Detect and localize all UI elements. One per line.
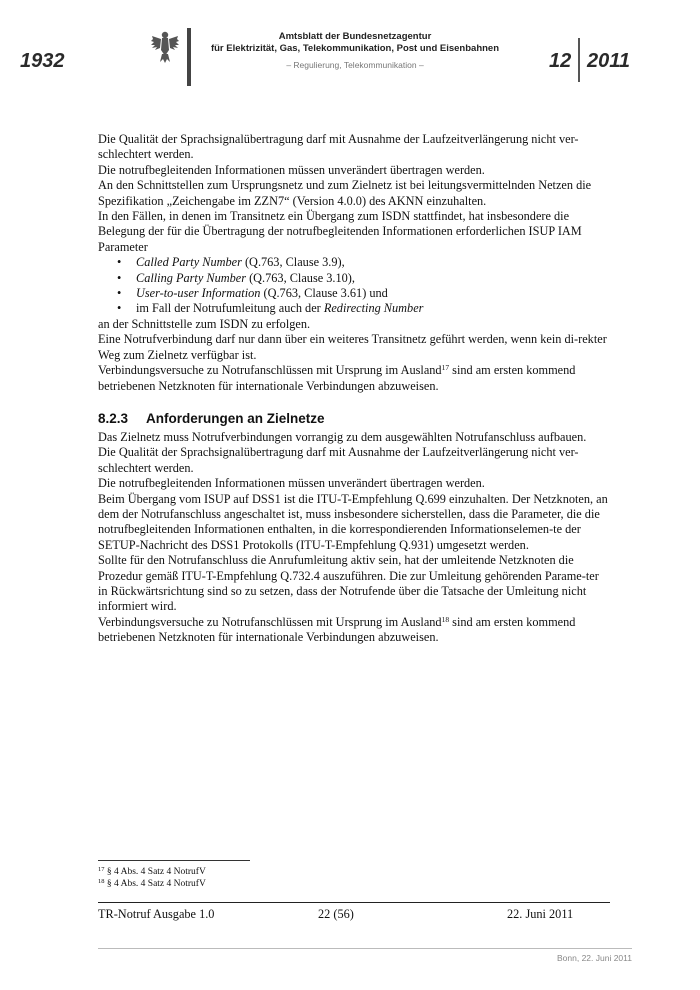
list-item: [117, 301, 610, 316]
paragraph: Die Qualität der Sprachsignalübertragung darf mit Ausnahme der Laufzeitverlängerung nicht ver-schlechtert werden.: [98, 132, 579, 162]
footnote-number: 18: [98, 878, 105, 885]
paragraph: In den Fällen, in denen im Transitnetz ein Übergang zum ISDN stattfindet, hat insbesondere die Belegung der für die Übertragung der notrufbegleitenden Informationen erforderlichen ISUP IAM Parameter: [98, 209, 582, 254]
footer-date: 22. Juni 2011: [507, 907, 574, 921]
paragraph: Beim Übergang vom ISUP auf DSS1 ist die ITU-T-Empfehlung Q.699 einzuhalten. Der Netzknoten, an dem der Notrufanschluss angeschaltet ist, muss insbesondere sicherstellen, dass die Parameter, die die notrufbegleitenden Informationen enthalten, in die korrespondierenden Informationselemen-te der SETUP-Nachricht des DSS1 Protokolls (ITU-T-Empfehlung Q.931) umgesetzt werden.: [98, 491, 608, 552]
paragraph: Die notrufbegleitenden Informationen müssen unverändert übertragen werden.: [98, 476, 485, 491]
footnote-text: § 4 Abs. 4 Satz 4 NotrufV: [104, 879, 206, 889]
footnote-text: § 4 Abs. 4 Satz 4 NotrufV: [104, 867, 206, 877]
footnote-number: 17: [98, 866, 105, 873]
paragraph: [98, 615, 610, 646]
bullet-icon: •: [117, 255, 122, 270]
section-number: 8.2.3: [98, 410, 129, 426]
parameter-name: Called Party Number: [136, 255, 242, 270]
bullet-icon: •: [117, 286, 122, 301]
footer-document: TR-Notruf Ausgabe 1.0: [98, 907, 215, 921]
footnote-divider: [98, 860, 250, 861]
list-item: [117, 286, 610, 301]
header-subtitle: – Regulierung, Telekommunikation –: [286, 60, 424, 70]
header-title-line2: für Elektrizität, Gas, Telekommunikation, Post und Eisenbahnen: [210, 43, 500, 54]
footer-divider: [98, 902, 610, 903]
header-title-line1: Amtsblatt der Bundesnetzagentur: [278, 31, 432, 42]
bullet-icon: •: [117, 301, 122, 316]
footnote-ref[interactable]: 18: [441, 614, 450, 624]
paragraph: Sollte für den Notrufanschluss die Anrufumleitung aktiv sein, hat der umleitende Netzknoten die Prozedur gemäß ITU-T-Empfehlung Q.732.4 auszuführen. Die zur Umleitung gehörenden Parame-ter in Rückwärtsrichtung sind so zu setzen, dass der Notrufende über die Tatsache der Umleitung nicht informiert wird.: [98, 553, 599, 614]
paragraph: Die notrufbegleitenden Informationen müssen unverändert übertragen werden.: [98, 162, 485, 177]
bullet-icon: •: [117, 270, 122, 285]
footer-page: 22 (56): [318, 907, 354, 921]
paragraph-text: sind am ersten kommend betriebenen Netzknoten für internationale Verbindungen abzuweisen.: [98, 363, 576, 393]
paragraph: Das Zielnetz muss Notrufverbindungen vorrangig zu dem ausgewählten Notrufanschluss aufbauen.: [98, 429, 587, 444]
paragraph-text: sind am ersten kommend betriebenen Netzknoten für internationale Verbindungen abzuweisen.: [98, 614, 576, 645]
header-divider: [187, 28, 191, 86]
parameter-text: im Fall der Notrufumleitung auch der: [136, 301, 324, 316]
publication-place-date: Bonn, 22. Juni 2011: [557, 953, 632, 963]
section-title: Anforderungen an Zielnetze: [146, 410, 325, 426]
list-item: [117, 255, 610, 270]
parameter-list: [98, 255, 610, 317]
parameter-ref: (Q.763, Clause 3.61) und: [260, 286, 388, 301]
section-heading: [98, 410, 610, 428]
federal-eagle-icon: [150, 30, 180, 66]
document-body: [98, 132, 610, 646]
bottom-divider: [98, 948, 632, 949]
issue-number: 12: [549, 50, 572, 72]
footnote-ref[interactable]: 17: [441, 363, 450, 373]
page-number: 1932: [20, 50, 65, 72]
parameter-name: Redirecting Number: [323, 301, 424, 316]
paragraph: Die Qualität der Sprachsignalübertragung darf mit Ausnahme der Laufzeitverlängerung nicht ver-schlechtert werden.: [98, 445, 579, 475]
paragraph-text: Verbindungsversuche zu Notrufanschlüssen mit Ursprung im Ausland: [98, 614, 442, 629]
footnote: [98, 878, 206, 890]
paragraph-text: Verbindungsversuche zu Notrufanschlüssen mit Ursprung im Ausland: [98, 363, 442, 378]
paragraph: an der Schnittstelle zum ISDN zu erfolgen.: [98, 316, 311, 331]
footnote: [98, 866, 206, 878]
paragraph: Eine Notrufverbindung darf nur dann über ein weiteres Transitnetz geführt werden, wenn kein di-rekter Weg zum Zielnetz verfügbar ist.: [98, 332, 607, 362]
paragraph: An den Schnittstellen zum Ursprungsnetz und zum Zielnetz ist bei leitungsvermittelnden Netzen die Spezifikation „Zeichengabe im ZZN7“ (Version 4.0.0) des AKNN einzuhalten.: [98, 178, 592, 208]
parameter-ref: (Q.763, Clause 3.9),: [241, 255, 345, 270]
issue-year: 2011: [587, 50, 631, 72]
parameter-name: Calling Party Number: [136, 270, 246, 285]
paragraph: [98, 363, 610, 394]
list-item: [117, 270, 610, 286]
parameter-ref: (Q.763, Clause 3.10),: [246, 270, 355, 285]
issue-divider: [578, 38, 580, 82]
parameter-name: User-to-user Information: [136, 286, 261, 301]
